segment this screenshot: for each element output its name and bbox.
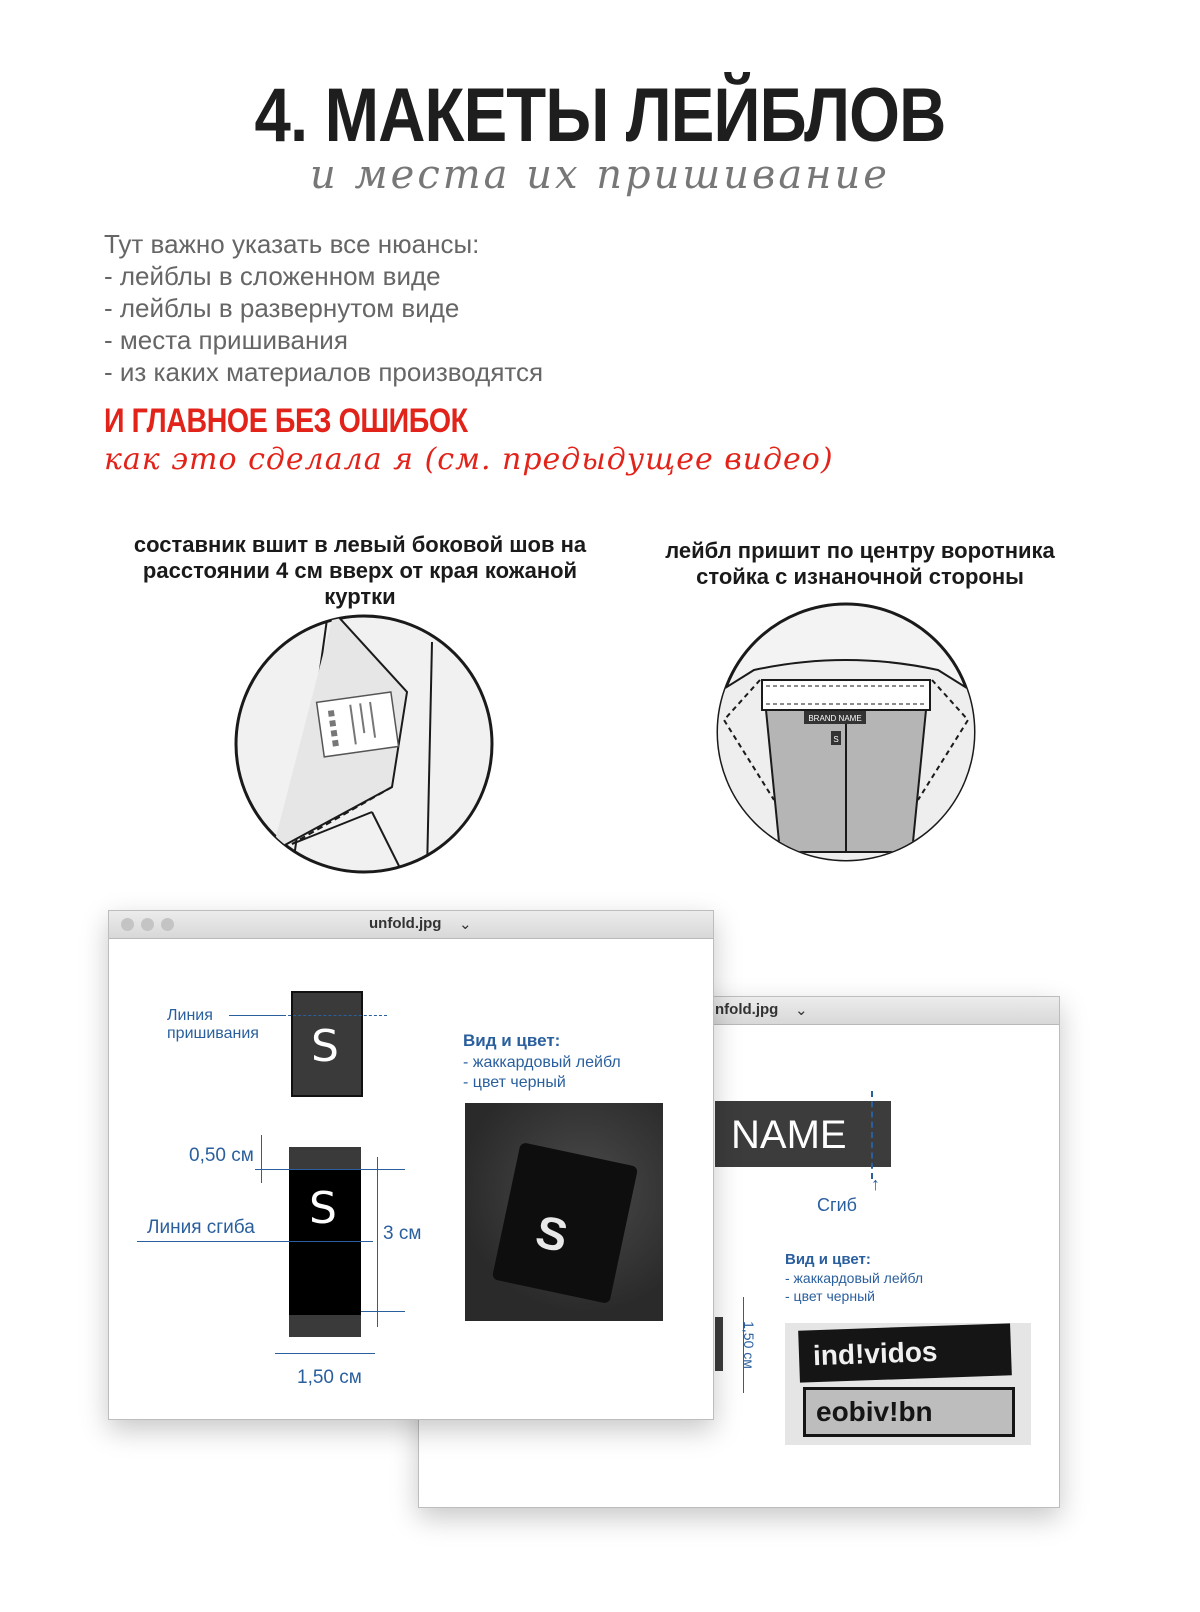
fold-line xyxy=(871,1091,873,1179)
intro-list xyxy=(104,228,543,388)
sample-label-black xyxy=(798,1323,1012,1382)
back-dim-vertical: 1,50 см xyxy=(740,1321,757,1369)
dim-height-line xyxy=(377,1157,378,1327)
window-zoom-icon[interactable] xyxy=(161,918,174,931)
back-window-title: nfold.jpg xyxy=(715,1001,779,1018)
folded-label xyxy=(291,991,363,1097)
collar-size-tag: S xyxy=(833,735,839,744)
sample-label-white xyxy=(803,1387,1015,1437)
dim-top-label: 0,50 см xyxy=(189,1145,254,1166)
window-minimize-icon[interactable] xyxy=(141,918,154,931)
jacquard-label-photo xyxy=(465,1103,663,1321)
photo-label-size: S xyxy=(531,1204,573,1263)
back-info-heading: Вид и цвет: xyxy=(785,1251,871,1268)
fold-label: Сгиб xyxy=(817,1195,857,1215)
dim-height-ref xyxy=(361,1311,405,1312)
front-image-window[interactable] xyxy=(108,910,714,1420)
brand-label-unfolded xyxy=(715,1101,891,1167)
page-title: 4. МАКЕТЫ ЛЕЙБЛОВ xyxy=(254,73,946,158)
dim-top-ref xyxy=(255,1169,405,1170)
front-info-list xyxy=(463,1053,621,1093)
front-info-heading: Вид и цвет: xyxy=(463,1031,561,1050)
brand-label-text: NAME xyxy=(731,1113,847,1157)
composition-tag xyxy=(317,692,399,757)
label-bottom-band xyxy=(289,1315,361,1337)
intro-line: Тут важно указать все нюансы: xyxy=(104,229,480,259)
front-info-item: - жаккардовый лейбл xyxy=(463,1054,621,1071)
sample-label-1-text: ind!vidos xyxy=(812,1335,938,1372)
back-info-list xyxy=(785,1269,923,1305)
sewing-line-arrow xyxy=(229,1015,283,1016)
label-edge xyxy=(715,1317,723,1371)
sample-label-2-text: eobiv!bn xyxy=(816,1396,933,1427)
left-placement-caption: составник вшит в левый боковой шов на расстоянии 4 см вверх от края кожаной куртки xyxy=(133,532,587,609)
front-window-title: unfold.jpg xyxy=(369,915,442,932)
chevron-down-icon[interactable]: ⌄ xyxy=(459,916,472,933)
intro-line: - места пришивания xyxy=(104,325,348,355)
main-point-heading: И ГЛАВНОЕ БЕЗ ОШИБОК xyxy=(104,402,468,440)
sewing-line xyxy=(283,1015,387,1016)
front-info-item: - цвет черный xyxy=(463,1074,566,1091)
main-point-note: как это сделала я (см. предыдущее видео) xyxy=(104,442,834,477)
intro-line: - из каких материалов производятся xyxy=(104,357,544,387)
fold-line-front xyxy=(137,1241,373,1242)
photo-label xyxy=(492,1142,638,1304)
chevron-down-icon[interactable]: ⌄ xyxy=(795,1002,808,1019)
back-info-item: - жаккардовый лейбл xyxy=(785,1270,924,1286)
collar-brand-tag: BRAND NAME xyxy=(808,714,862,723)
sample-labels-photo xyxy=(785,1323,1031,1445)
unfolded-label xyxy=(289,1169,361,1315)
dim-width-label: 1,50 см xyxy=(297,1367,362,1388)
dim-top-line xyxy=(261,1135,262,1183)
intro-line: - лейблы в сложенном виде xyxy=(104,261,441,291)
unfolded-label-size: S xyxy=(309,1183,337,1234)
fold-line-label: Линия сгиба xyxy=(147,1217,255,1238)
side-seam-illustration xyxy=(232,612,496,876)
dim-width-line xyxy=(275,1353,375,1354)
dim-height-label: 3 см xyxy=(383,1223,422,1244)
folded-label-size: S xyxy=(311,1021,339,1072)
window-close-icon[interactable] xyxy=(121,918,134,931)
intro-line: - лейблы в развернутом виде xyxy=(104,293,460,323)
right-placement-caption: лейбл пришит по центру воротника стойка с изнаночной стороны xyxy=(665,538,1055,589)
back-info-item: - цвет черный xyxy=(785,1288,875,1304)
page-subtitle: и места их пришивание xyxy=(310,152,890,198)
collar-illustration xyxy=(714,600,978,864)
label-top-band xyxy=(289,1147,361,1169)
fold-arrow-icon: ↑ xyxy=(871,1174,880,1194)
sewing-line-label: Линия пришивания xyxy=(167,1007,259,1042)
front-window-titlebar[interactable] xyxy=(109,911,713,939)
